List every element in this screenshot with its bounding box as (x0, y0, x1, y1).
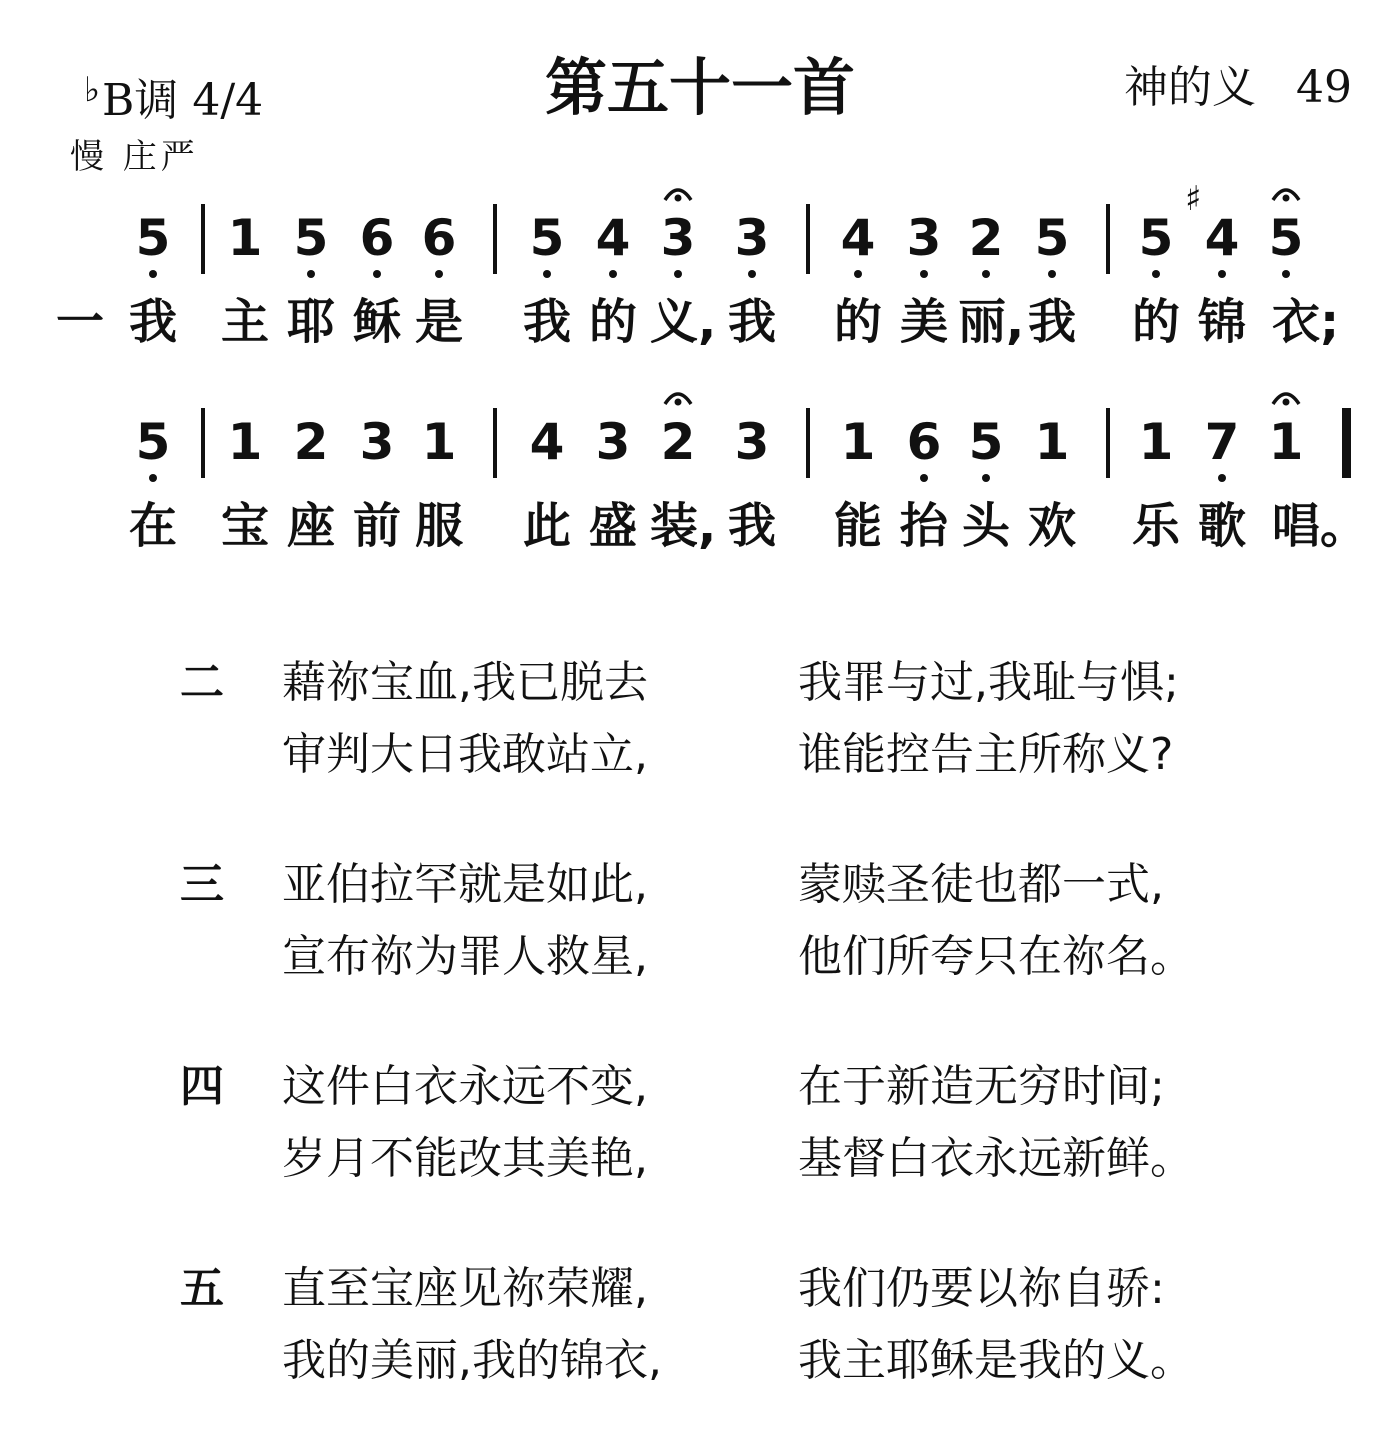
note-digit: 1 (1034, 413, 1070, 471)
note-digit: 5 (529, 209, 565, 267)
lyric-char: 乐 (1131, 498, 1180, 554)
note-digit: 1 (227, 413, 263, 471)
note (1131, 208, 1181, 268)
note-digit: 1 (840, 413, 876, 471)
lyric-char: 稣 (352, 294, 401, 350)
stanza (0, 850, 1400, 1000)
stanza (0, 1052, 1400, 1202)
note-digit: 3 (595, 413, 631, 471)
note (352, 412, 402, 472)
barline (493, 408, 497, 478)
lyric-char: 衣; (1272, 294, 1340, 350)
barline (201, 204, 205, 274)
lyric-char: 前 (352, 498, 401, 554)
lower-octave-dot (307, 270, 315, 278)
fermata-icon (660, 178, 696, 206)
lyric-char: 抬 (899, 498, 948, 554)
barline (201, 408, 205, 478)
note-digit: 3 (734, 413, 770, 471)
lyric-line-1 (0, 292, 1400, 352)
lower-octave-dot (609, 270, 617, 278)
lower-octave-dot (1048, 270, 1056, 278)
note-digit: 4 (840, 209, 876, 267)
lyric-char: 的 (833, 294, 882, 350)
note-digit: 6 (359, 209, 395, 267)
lyric-char: 座 (286, 498, 335, 554)
verse-number: 一 (56, 294, 105, 350)
final-barline (1342, 408, 1351, 478)
lower-octave-dot (149, 270, 157, 278)
note (1261, 412, 1311, 472)
stanza-line: 这件白衣永远不变, (282, 1061, 648, 1112)
key-label: B调 4/4 (102, 75, 264, 126)
note-digit: 5 (1034, 209, 1070, 267)
note-digit: 1 (421, 413, 457, 471)
note-digit: 1 (227, 209, 263, 267)
barline (1106, 408, 1110, 478)
note-digit: 2 (968, 209, 1004, 267)
note (961, 208, 1011, 268)
stanza-number: 二 (180, 657, 224, 708)
sharp-sign: ♯ (1185, 179, 1202, 219)
tempo-marking: 慢 庄严 (70, 137, 199, 177)
lyric-char: 锦 (1197, 294, 1246, 350)
lyric-char: 义, (650, 294, 717, 350)
lower-octave-dot (982, 270, 990, 278)
note (414, 208, 464, 268)
stanza-line: 在于新造无穷时间; (798, 1061, 1165, 1112)
stanza-line: 审判大日我敢站立, (282, 729, 648, 780)
barline (1106, 204, 1110, 274)
note (128, 412, 178, 472)
lyric-char: 服 (414, 498, 463, 554)
note (653, 412, 703, 472)
lyric-char: 宝 (220, 498, 269, 554)
lyric-char: 主 (220, 294, 269, 350)
note (588, 208, 638, 268)
lyric-char: 我 (128, 294, 177, 350)
note (1027, 208, 1077, 268)
note (899, 208, 949, 268)
stanza-line: 蒙赎圣徒也都一式, (798, 859, 1164, 910)
fermata-icon (1268, 382, 1304, 410)
lyric-char: 的 (1131, 294, 1180, 350)
note-digit: 7 (1204, 413, 1240, 471)
note (220, 208, 270, 268)
barline (493, 204, 497, 274)
lyric-char: 装, (650, 498, 717, 554)
topic-header (1124, 60, 1352, 116)
note-digit: 5 (1268, 209, 1304, 267)
stanza (0, 648, 1400, 798)
note-digit: 3 (660, 209, 696, 267)
lower-octave-dot (435, 270, 443, 278)
lyric-char: 丽, (958, 294, 1025, 350)
note (352, 208, 402, 268)
note (961, 412, 1011, 472)
note (1027, 412, 1077, 472)
topic-label: 神的义 (1124, 62, 1256, 113)
lyric-char: 唱。 (1272, 498, 1369, 554)
note (522, 208, 572, 268)
lyric-char: 头 (961, 498, 1010, 554)
barline (806, 408, 810, 478)
note-digit: 5 (968, 413, 1004, 471)
lower-octave-dot (748, 270, 756, 278)
note (414, 412, 464, 472)
note (653, 208, 703, 268)
flat-sign: ♭ (84, 70, 101, 110)
fermata-icon (1268, 178, 1304, 206)
lyric-char: 此 (522, 498, 571, 554)
lower-octave-dot (1282, 270, 1290, 278)
stanza-line: 我罪与过,我耻与惧; (798, 657, 1179, 708)
lyric-char: 我 (727, 294, 776, 350)
note-digit: 5 (135, 209, 171, 267)
note-digit: 6 (421, 209, 457, 267)
note (1131, 412, 1181, 472)
note (286, 412, 336, 472)
lower-octave-dot (854, 270, 862, 278)
lyric-char: 美 (899, 294, 948, 350)
barline (806, 204, 810, 274)
lyric-char: 我 (522, 294, 571, 350)
note-digit: 5 (293, 209, 329, 267)
note-digit: 2 (660, 413, 696, 471)
lyric-char: 耶 (286, 294, 335, 350)
stanza-line: 岁月不能改其美艳, (282, 1133, 648, 1184)
stanza-line: 我主耶稣是我的义。 (798, 1335, 1194, 1386)
note (588, 412, 638, 472)
stanza-number: 四 (180, 1061, 224, 1112)
stanza-line: 谁能控告主所称义? (798, 729, 1174, 780)
lyric-char: 是 (414, 294, 463, 350)
lower-octave-dot (373, 270, 381, 278)
lower-octave-dot (543, 270, 551, 278)
note-digit: 3 (734, 209, 770, 267)
note (1197, 412, 1247, 472)
stanza-line: 亚伯拉罕就是如此, (282, 859, 648, 910)
page-title: 第五十一首 (544, 51, 855, 124)
note-digit: 5 (1138, 209, 1174, 267)
note (128, 208, 178, 268)
fermata-icon (660, 382, 696, 410)
note-digit: 4 (595, 209, 631, 267)
lyric-char: 我 (1027, 294, 1076, 350)
stanza (0, 1254, 1400, 1404)
note (899, 412, 949, 472)
lower-octave-dot (920, 270, 928, 278)
page-number: 49 (1296, 62, 1352, 113)
lower-octave-dot (1152, 270, 1160, 278)
stanza-line: 藉祢宝血,我已脱去 (282, 657, 648, 708)
stanza-number: 三 (180, 859, 224, 910)
stanza-line: 宣布祢为罪人救星, (282, 931, 648, 982)
note-digit: 3 (906, 209, 942, 267)
stanza-line: 我的美丽,我的锦衣, (282, 1335, 662, 1386)
note-digit: 4 (1204, 209, 1240, 267)
note (522, 412, 572, 472)
note (1261, 208, 1311, 268)
note (727, 412, 777, 472)
note (833, 412, 883, 472)
note-digit: 4 (529, 413, 565, 471)
stanza-line: 我们仍要以祢自骄: (798, 1263, 1165, 1314)
lyric-char: 我 (727, 498, 776, 554)
lower-octave-dot (674, 270, 682, 278)
lower-octave-dot (1218, 270, 1226, 278)
lyric-char: 在 (128, 498, 177, 554)
lower-octave-dot (1218, 474, 1226, 482)
note-digit: 5 (135, 413, 171, 471)
lyric-char: 欢 (1027, 498, 1076, 554)
note-digit: 1 (1268, 413, 1304, 471)
note-digit: 2 (293, 413, 329, 471)
note-digit: 3 (359, 413, 395, 471)
note (286, 208, 336, 268)
note (833, 208, 883, 268)
lyric-char: 能 (833, 498, 882, 554)
stanza-line: 直至宝座见祢荣耀, (282, 1263, 648, 1314)
lyric-line-2 (0, 496, 1400, 556)
lyric-char: 盛 (588, 498, 637, 554)
note (220, 412, 270, 472)
note (727, 208, 777, 268)
note-digit: 6 (906, 413, 942, 471)
note (1185, 179, 1247, 268)
lower-octave-dot (982, 474, 990, 482)
stanza-number: 五 (180, 1263, 224, 1314)
stanza-line: 他们所夸只在祢名。 (798, 931, 1194, 982)
lyric-char: 歌 (1197, 498, 1246, 554)
lyric-char: 的 (588, 294, 637, 350)
lower-octave-dot (920, 474, 928, 482)
note-digit: 1 (1138, 413, 1174, 471)
stanza-line: 基督白衣永远新鲜。 (798, 1133, 1194, 1184)
lower-octave-dot (149, 474, 157, 482)
